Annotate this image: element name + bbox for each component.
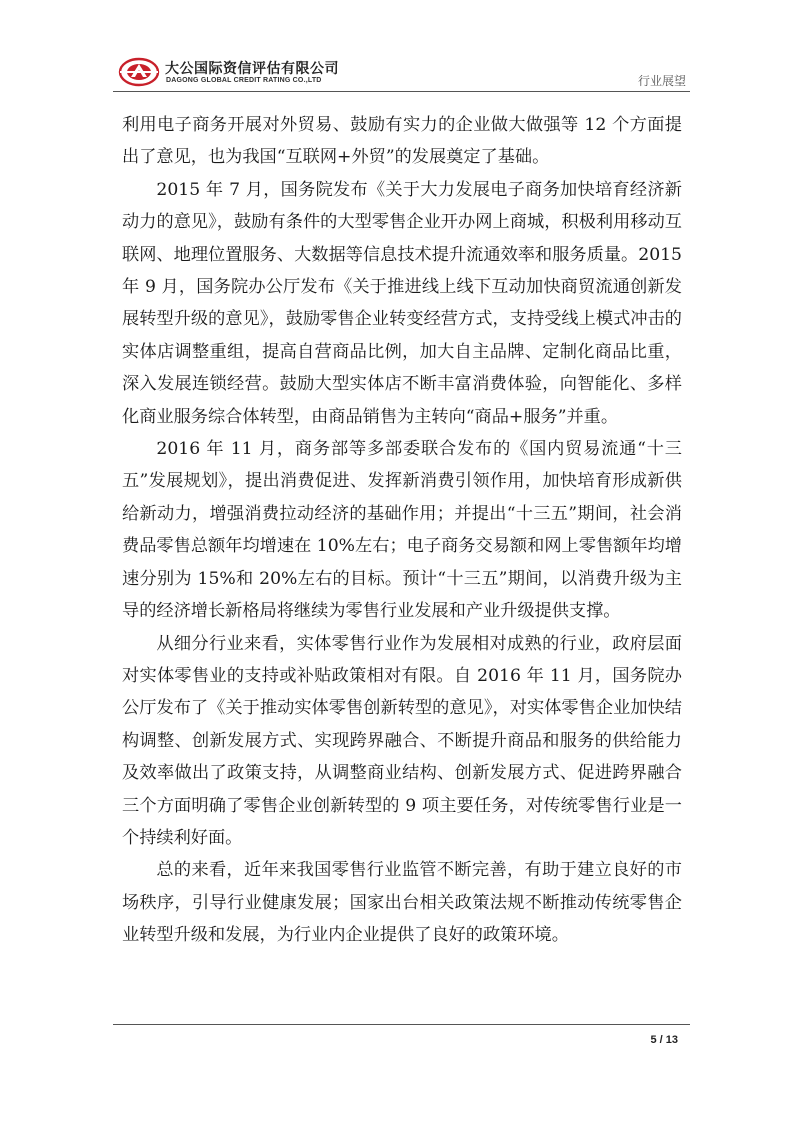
header-divider xyxy=(113,91,690,92)
paragraph-3: 2016 年 11 月，商务部等多部委联合发布的《国内贸易流通“十三五”发展规划》，提出消费促进、发挥新消费引领作用，加快培育形成新供给新动力，增强消费拉动经济的基础作用；并提出“十三五”期间，社会消费品零售总额年均增速在 10%左右；电子商务交易额和网上零售额年均增速分别为 15%和 20%左右的目标。预计“十三五”期间，以消费升级为主导的经济增长新格局将继续为零售行业发展和产业升级提供支撑。 xyxy=(122,439,682,622)
paragraph-1: 利用电子商务开展对外贸易、鼓励有实力的企业做大做强等 12 个方面提出了意见，也为我国“互联网+外贸”的发展奠定了基础。 xyxy=(122,115,682,168)
paragraph-5: 总的来看，近年来我国零售行业监管不断完善，有助于建立良好的市场秩序，引导行业健康发展；国家出台相关政策法规不断推动传统零售企业转型升级和发展，为行业内企业提供了良好的政策环境。 xyxy=(122,860,682,946)
company-name-cn: 大公国际资信评估有限公司 xyxy=(165,61,339,77)
body-text xyxy=(122,109,682,952)
dagong-logo-icon xyxy=(118,56,160,88)
section-label: 行业展望 xyxy=(637,74,686,88)
paragraph-4: 从细分行业来看，实体零售行业作为发展相对成熟的行业，政府层面对实体零售业的支持或补贴政策相对有限。自 2016 年 11 月，国务院办公厅发布了《关于推动实体零售创新转型的意见》，对实体零售企业加快结构调整、创新发展方式、实现跨界融合、不断提升商品和服务的供给能力及效率做出了政策支持，从调整商业结构、创新发展方式、促进跨界融合三个方面明确了零售企业创新转型的 9 项主要任务，对传统零售行业是一个持续利好面。 xyxy=(122,633,682,848)
footer-divider xyxy=(113,1024,690,1025)
paragraph-2: 2015 年 7 月，国务院发布《关于大力发展电子商务加快培育经济新动力的意见》，鼓励有条件的大型零售企业开办网上商城，积极利用移动互联网、地理位置服务、大数据等信息技术提升流通效率和服务质量。2015 年 9 月，国务院办公厅发布《关于推进线上线下互动加快商贸流通创新发展转型升级的意见》，鼓励零售企业转变经营方式，支持受线上模式冲击的实体店调整重组，提高自营商品比例，加大自主品牌、定制化商品比重，深入发展连锁经营。鼓励大型实体店不断丰富消费体验，向智能化、多样化商业服务综合体转型，由商品销售为主转向“商品+服务”并重。 xyxy=(122,179,682,427)
page-header xyxy=(113,50,690,92)
page-number: 5 / 13 xyxy=(650,1034,678,1046)
company-name-en: DAGONG GLOBAL CREDIT RATING CO.,LTD xyxy=(166,77,322,84)
